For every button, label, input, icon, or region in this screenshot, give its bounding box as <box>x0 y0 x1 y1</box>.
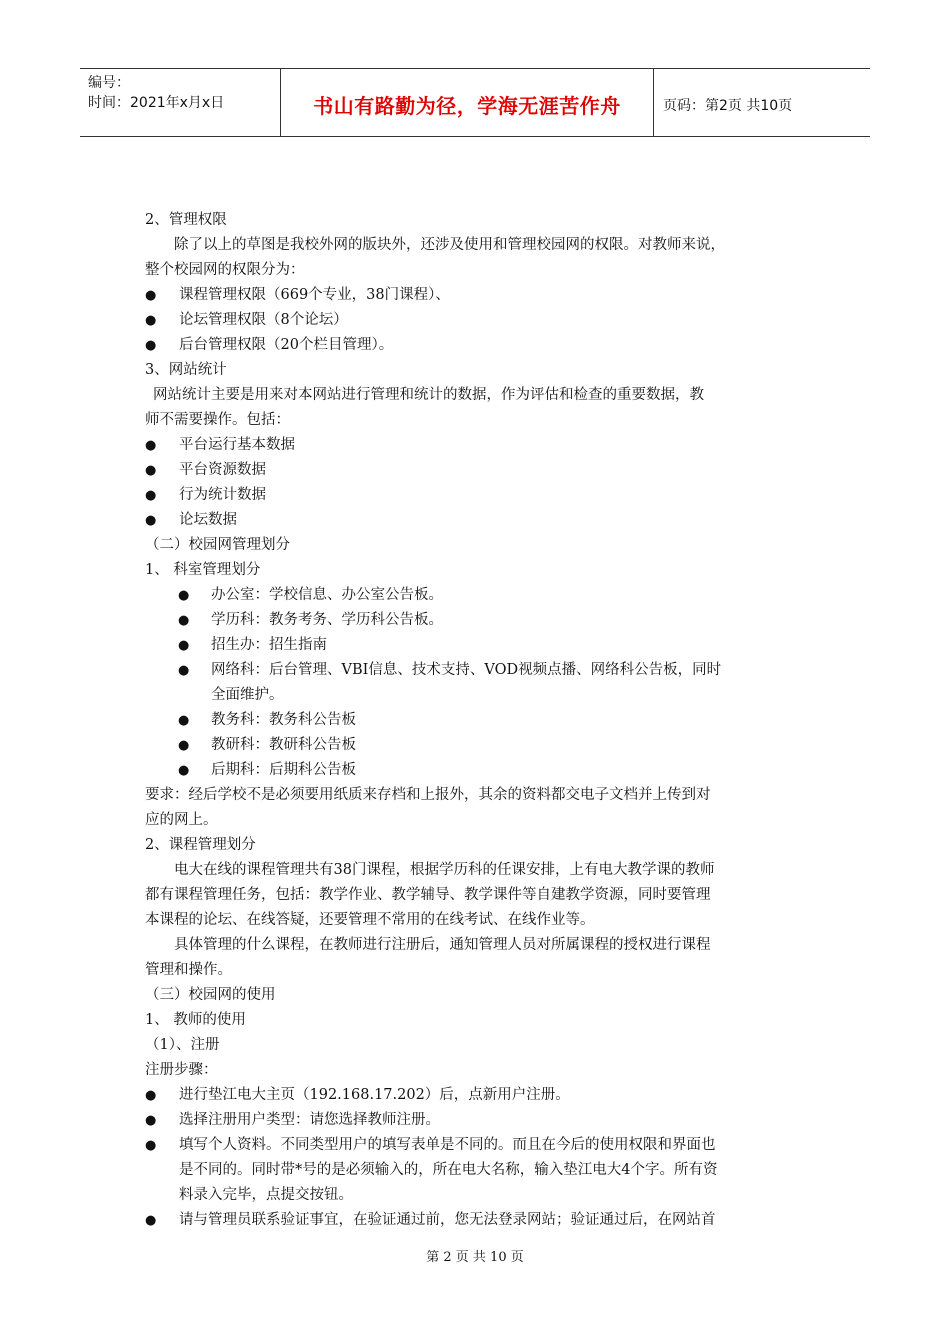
text-line: 管理和操作。 <box>145 962 232 978</box>
text-line: 1、 教师的使用 <box>145 1012 246 1028</box>
bullet-item: ● 网络科：后台管理、VBI信息、技术支持、VOD视频点播、网络科公告板，同时 <box>145 658 810 683</box>
text-line: 都有课程管理任务，包括：教学作业、教学辅导、教学课件等自建教学资源，同时要管理 <box>145 887 711 903</box>
text-line: 师不需要操作。包括： <box>145 412 290 428</box>
bullet-item: ● 论坛管理权限（8个论坛） <box>145 308 810 333</box>
text-line: 料录入完毕，点提交按钮。 <box>179 1187 353 1203</box>
bullet-item: ● 论坛数据 <box>145 508 810 533</box>
text-line: 全面维护。 <box>211 687 284 703</box>
text-line: （三）校园网的使用 <box>145 987 276 1003</box>
bullet-item: ● 请与管理员联系验证事宜，在验证通过前，您无法登录网站；验证通过后，在网站首 <box>145 1208 810 1233</box>
text-line: 要求：经后学校不是必须要用纸质来存档和上报外，其余的资料都交电子文档并上传到对 <box>145 787 711 803</box>
header-slogan: 书山有路勤为径，学海无涯苦作舟 <box>313 94 621 118</box>
bullet-item: ● 后台管理权限（20个栏目管理）。 <box>145 333 810 358</box>
text-line: 2、管理权限 <box>145 212 227 228</box>
text-line: 3、网站统计 <box>145 362 227 378</box>
bullet-item: ● 进行垫江电大主页（192.168.17.202）后，点新用户注册。 <box>145 1083 810 1108</box>
text-line: 是不同的。同时带*号的是必须输入的，所在电大名称，输入垫江电大4个字。所有资 <box>179 1162 718 1178</box>
document-body <box>145 208 810 1233</box>
text-line: 1、 科室管理划分 <box>145 562 261 578</box>
text-line: 网站统计主要是用来对本网站进行管理和统计的数据，作为评估和检查的重要数据，教 <box>153 387 704 403</box>
text-line: 整个校园网的权限分为： <box>145 262 305 278</box>
header-page-info: 页码：第2页 共10页 <box>663 97 793 114</box>
bullet-item: ● 课程管理权限（669个专业，38门课程）、 <box>145 283 810 308</box>
bullet-item: ● 学历科：教务考务、学历科公告板。 <box>145 608 810 633</box>
bullet-item: ● 办公室：学校信息、办公室公告板。 <box>145 583 810 608</box>
bullet-item: ● 教务科：教务科公告板 <box>145 708 810 733</box>
page-footer: 第 2 页 共 10 页 <box>426 1250 524 1265</box>
text-line: 2、课程管理划分 <box>145 837 256 853</box>
bullet-item: ● 填写个人资料。不同类型用户的填写表单是不同的。而且在今后的使用权限和界面也 <box>145 1133 810 1158</box>
text-line: （二）校园网管理划分 <box>145 537 290 553</box>
page-header <box>80 68 870 137</box>
text-line: 应的网上。 <box>145 812 218 828</box>
text-line: 注册步骤： <box>145 1062 218 1078</box>
bullet-item: ● 招生办：招生指南 <box>145 633 810 658</box>
bullet-item: ● 教研科：教研科公告板 <box>145 733 810 758</box>
document-number-label: 编号： <box>88 75 130 91</box>
bullet-item: ● 行为统计数据 <box>145 483 810 508</box>
text-line: （1）、注册 <box>145 1037 220 1053</box>
text-line: 具体管理的什么课程，在教师进行注册后，通知管理人员对所属课程的授权进行课程 <box>174 937 711 953</box>
bullet-item: ● 选择注册用户类型：请您选择教师注册。 <box>145 1108 810 1133</box>
bullet-item: ● 平台运行基本数据 <box>145 433 810 458</box>
text-line: 电大在线的课程管理共有38门课程，根据学历科的任课安排，上有电大教学课的教师 <box>174 862 715 878</box>
bullet-item: ● 平台资源数据 <box>145 458 810 483</box>
bullet-item: ● 后期科：后期科公告板 <box>145 758 810 783</box>
text-line: 本课程的论坛、在线答疑，还要管理不常用的在线考试、在线作业等。 <box>145 912 595 928</box>
text-line: 除了以上的草图是我校外网的版块外，还涉及使用和管理校园网的权限。对教师来说， <box>174 237 725 253</box>
document-time-label: 时间：2021年x月x日 <box>88 95 225 111</box>
header-slogan-cell <box>280 69 654 136</box>
header-meta <box>80 69 280 136</box>
